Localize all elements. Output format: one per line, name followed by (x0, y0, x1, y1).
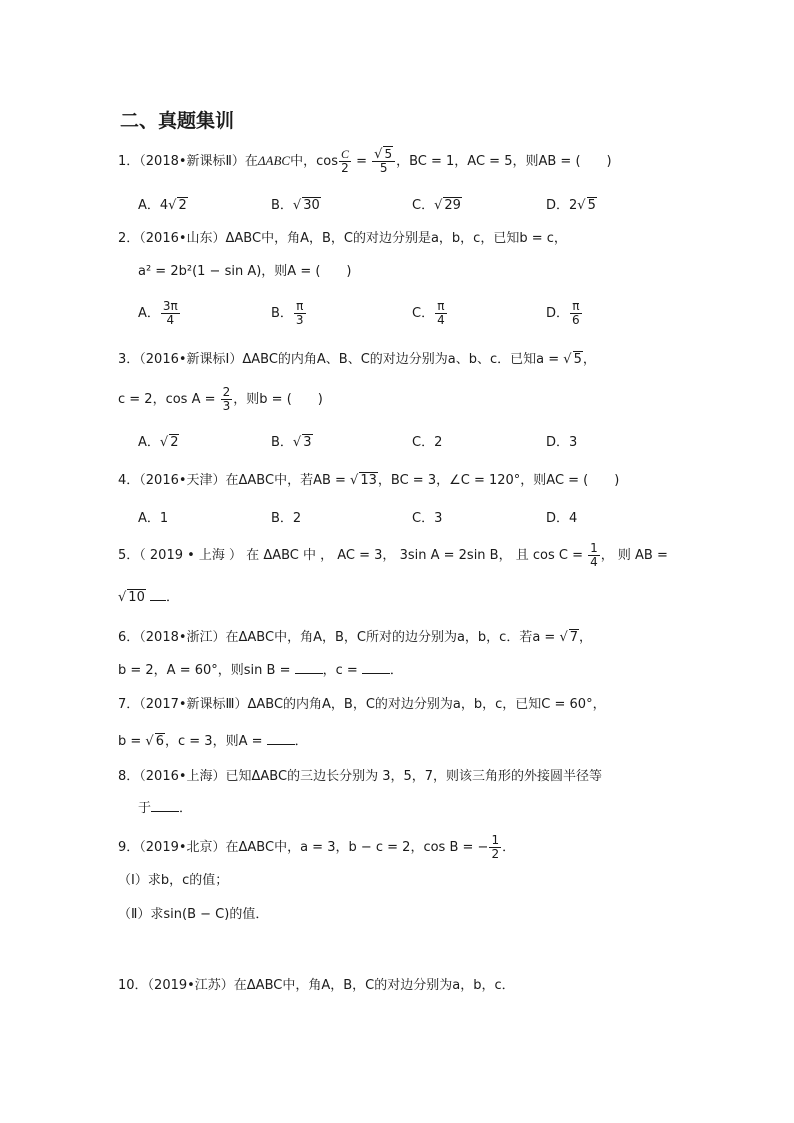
q1-equals: = (352, 154, 372, 169)
question-2-line-2: a² = 2b²(1 − sin A)，则A = ( ) (138, 264, 352, 279)
q1-cos: 中，cos (290, 154, 338, 169)
q1-option-a: A．4√ 2 (138, 198, 187, 213)
q3-option-a: A．√ 2 (138, 435, 179, 450)
q1-fraction-root5-over-5: $\frac{√ 5}{5}$ (372, 148, 395, 175)
q1-option-b: B．√ 30 (271, 198, 320, 213)
q6-blank-2 (362, 661, 390, 674)
q7-blank (267, 732, 295, 745)
question-6-line-1: 6．（2018•浙江）在ΔABC中，角A，B，C所对的边分别为a，b，c．若a = √ 7， (118, 630, 593, 645)
q2-option-b: B． $\frac{\pi}{3}$ (271, 299, 304, 327)
q1-triangle: ΔABC (257, 153, 291, 168)
q2-option-c: C． $\frac{\pi}{4}$ (412, 299, 445, 327)
q2-option-d: D． $\frac{\pi}{6}$ (546, 299, 580, 327)
question-8-line-2: 于 ． (138, 801, 193, 816)
question-7-line-2: b = √ 6，c = 3，则A = ． (118, 734, 308, 749)
question-5: 5．（ 2019 • 上海 ） 在 ΔABC 中 ， AC = 3， 3sin A = 2sin B， 且 cos C = $\frac{1}{4}$ ， 则 AB = (118, 541, 668, 569)
question-4: 4．（2016•天津）在ΔABC中，若AB = √ 13，BC = 3，∠C = 120°，则AC = ( ) (118, 473, 620, 488)
q1-rest: ，BC = 1，AC = 5，则AB = ( ) (396, 154, 612, 169)
question-9-part-1: （Ⅰ）求b，c的值； (118, 873, 229, 888)
q1-option-d: D．2√ 5 (546, 198, 596, 213)
q3-option-d: D．3 (546, 435, 578, 450)
q6-blank-1 (295, 661, 323, 674)
question-9-part-2: （Ⅱ）求sin(B − C)的值． (118, 907, 269, 922)
q4-option-a: A．1 (138, 511, 169, 526)
q4-option-d: D．4 (546, 511, 578, 526)
q3-option-c: C．2 (412, 435, 443, 450)
q3-option-b: B．√ 3 (271, 435, 312, 450)
question-3-line-1: 3．（2016•新课标Ⅰ）ΔABC的内角A、B、C的对边分别为a、b、c．已知a = √ 5， (118, 352, 596, 367)
question-8-line-1: 8．（2016•上海）已知ΔABC的三边长分别为 3，5，7，则该三角形的外接圆半径等 (118, 769, 603, 784)
q2-option-a: A． $\frac{3\pi}{4}$ (138, 299, 178, 327)
question-1 (118, 148, 612, 175)
q1-option-c: C．√ 29 (412, 198, 461, 213)
question-10: 10．（2019•江苏）在ΔABC中，角A，B，C的对边分别为a，b，c． (118, 978, 515, 993)
question-6-line-2: b = 2，A = 60°，则sin B = ，c = ． (118, 663, 403, 678)
section-title: 二、真题集训 (120, 110, 235, 132)
q4-option-b: B．2 (271, 511, 302, 526)
question-9: 9．（2019•北京）在ΔABC中，a = 3，b − c = 2，cos B = − $\frac{1}{2}$ ． (118, 833, 516, 861)
q1-fraction-c-over-2: $\frac{C}{2}$ (340, 147, 349, 175)
question-7-line-1: 7．（2017•新课标Ⅲ）ΔABC的内角A，B，C的对边分别为a，b，c，已知C = 60°， (118, 697, 606, 712)
q1-prefix: 1．（2018•新课标Ⅱ）在 (118, 154, 258, 169)
q5-answer: √ 10 ． (118, 590, 179, 605)
q8-blank (151, 799, 179, 812)
question-3-line-2: c = 2，cos A = $\frac{2}{3}$ ，则b = ( ) (118, 385, 323, 413)
question-2-line-1: 2．（2016•山东）ΔABC中，角A，B，C的对边分别是a，b，c，已知b = c， (118, 231, 567, 246)
q4-option-c: C．3 (412, 511, 443, 526)
